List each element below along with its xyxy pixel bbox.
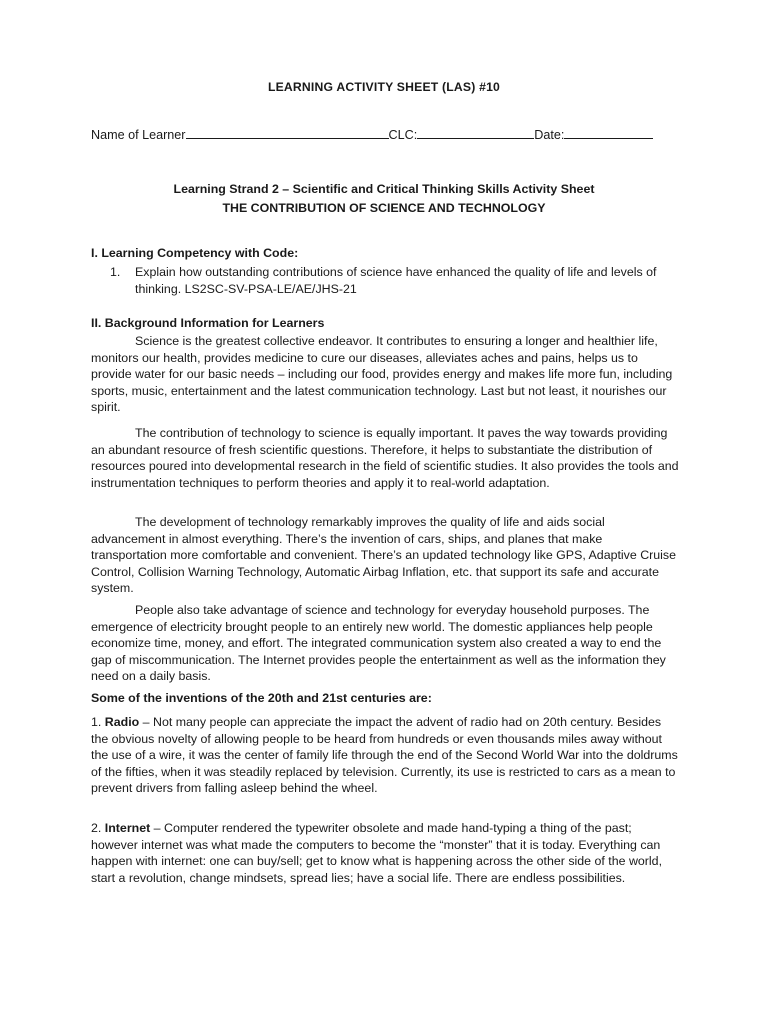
topic-title: THE CONTRIBUTION OF SCIENCE AND TECHNOLOGY	[222, 201, 546, 215]
date-label: Date:	[534, 128, 565, 142]
section-heading-background: II. Background Information for Learners	[91, 316, 325, 330]
sheet-title: LEARNING ACTIVITY SHEET (LAS) #10	[267, 80, 501, 94]
paragraph-science	[91, 333, 679, 416]
invention-text: – Not many people can appreciate the impact the advent of radio had on 20th century. Besides the obvious novelty of allowing people to be heard from hundreds or even thousands miles away without the use of a wire, it was the center of family life through the end of the Second World War into the doldrums of the fifties, when it was steadily replaced by television. Currently, its use is restricted to cars as a mean to prevent drivers from falling asleep behind the wheel.	[91, 715, 678, 795]
paragraph-text: People also take advantage of science and technology for everyday household purposes. The emergence of electricity brought people to an entirely new world. The domestic appliances help people economize time, money, and effort. The integrated communication system also created a way to end the gap of miscommunication. The Internet provides people the entertainment as well as the information they need on a daily basis.	[91, 603, 666, 683]
paragraph-development	[91, 514, 679, 597]
date-blank	[564, 127, 653, 139]
inventions-heading: Some of the inventions of the 20th and 21st centuries are:	[91, 691, 432, 705]
competency-item	[110, 264, 680, 297]
learning-strand-title: Learning Strand 2 – Scientific and Critical Thinking Skills Activity Sheet	[173, 182, 595, 196]
invention-text: – Computer rendered the typewriter obsolete and made hand-typing a thing of the past; however internet was what made the computers to become the “monster” that it is today. Everything can happen with internet: one can buy/sell; get to know what is happening across the other side of the world, start a revolution, change mindsets, spread lies; have a social life. There are endless possibilities.	[91, 821, 663, 885]
invention-item-internet	[91, 820, 679, 886]
invention-number: 1.	[91, 715, 102, 729]
invention-number: 2.	[91, 821, 102, 835]
invention-name: Internet	[104, 821, 151, 835]
section-heading-competency: I. Learning Competency with Code:	[91, 246, 299, 260]
paragraph-text: The contribution of technology to science is equally important. It paves the way towards providing an abundant resource of fresh scientific questions. Therefore, it helps to substantiate the distribution of resources poured into developmental research in the field of scientific studies. It also provides the tools and instrumentation techniques to perform theories and apply it to real-world adaptation.	[91, 426, 679, 490]
name-label: Name of Learner	[91, 128, 186, 142]
learner-info-line	[91, 127, 653, 142]
paragraph-technology	[91, 425, 679, 491]
clc-blank	[417, 127, 534, 139]
paragraph-household	[91, 602, 679, 685]
competency-text: Explain how outstanding contributions of science have enhanced the quality of life and levels of thinking. LS2SC-SV-PSA-LE/AE/JHS-21	[135, 265, 657, 296]
paragraph-text: The development of technology remarkably improves the quality of life and aids social advancement in almost everything. There’s the invention of cars, ships, and planes that make transportation more comfortable and convenient. There’s an updated technology like GPS, Adaptive Cruise Control, Collision Warning Technology, Automatic Airbag Inflation, etc. that support its safe and accurate system.	[91, 515, 677, 595]
name-blank	[186, 127, 389, 139]
invention-item-radio	[91, 714, 679, 797]
paragraph-text: Science is the greatest collective endeavor. It contributes to ensuring a longer and healthier life, monitors our health, provides medicine to cure our diseases, alleviates aches and pains, helps us to provide water for our basic needs – including our food, provides energy and makes life more fun, including sports, music, entertainment and the latest communication technology. Last but not least, it nourishes our spirit.	[91, 334, 673, 414]
competency-number: 1.	[110, 265, 121, 279]
clc-label: CLC:	[388, 128, 418, 142]
invention-name: Radio	[104, 715, 140, 729]
